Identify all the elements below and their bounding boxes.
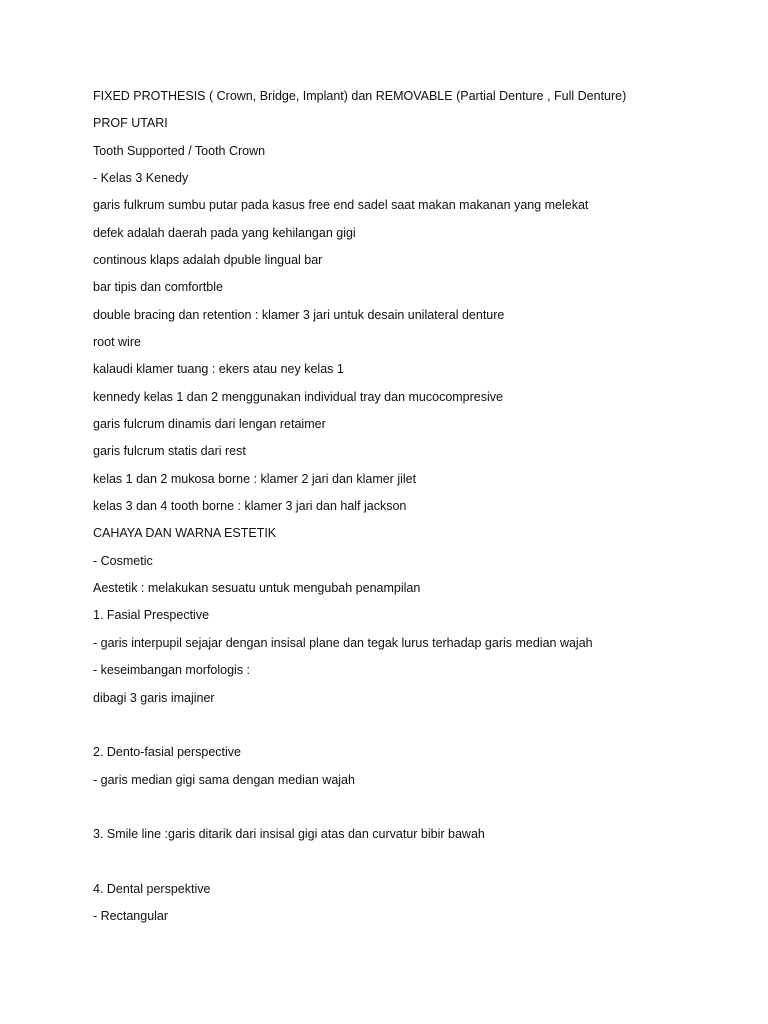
doc-line: bar tipis dan comfortble <box>93 280 223 294</box>
doc-line: 1. Fasial Prespective <box>93 608 210 622</box>
doc-line: - Kelas 3 Kenedy <box>93 171 189 185</box>
doc-line: garis fulcrum statis dari rest <box>93 444 246 458</box>
doc-line: Aestetik : melakukan sesuatu untuk mengubah penampilan <box>93 581 421 595</box>
doc-line: garis fulkrum sumbu putar pada kasus free end sadel saat makan makanan yang melekat <box>93 198 589 212</box>
doc-line: - keseimbangan morfologis : <box>93 663 251 677</box>
doc-line: kalaudi klamer tuang : ekers atau ney kelas 1 <box>93 362 344 376</box>
doc-line: kelas 1 dan 2 mukosa borne : klamer 2 jari dan klamer jilet <box>93 472 417 486</box>
doc-line: dibagi 3 garis imajiner <box>93 691 215 705</box>
doc-line: CAHAYA DAN WARNA ESTETIK <box>93 526 277 540</box>
doc-line: - garis median gigi sama dengan median wajah <box>93 773 355 787</box>
doc-line: kennedy kelas 1 dan 2 menggunakan individual tray dan mucocompresive <box>93 390 503 404</box>
doc-line: 4. Dental perspektive <box>93 882 211 896</box>
doc-line: 3. Smile line :garis ditarik dari insisal gigi atas dan curvatur bibir bawah <box>93 827 485 841</box>
doc-line: Tooth Supported / Tooth Crown <box>93 144 266 158</box>
doc-line: FIXED PROTHESIS ( Crown, Bridge, Implant) dan REMOVABLE (Partial Denture , Full Denture) <box>93 89 627 103</box>
doc-line: defek adalah daerah pada yang kehilangan gigi <box>93 226 356 240</box>
doc-line: double bracing dan retention : klamer 3 jari untuk desain unilateral denture <box>93 308 505 322</box>
doc-line: - Cosmetic <box>93 554 153 568</box>
doc-line: root wire <box>93 335 141 349</box>
doc-line: kelas 3 dan 4 tooth borne : klamer 3 jari dan half jackson <box>93 499 407 513</box>
doc-line: 2. Dento-fasial perspective <box>93 745 241 759</box>
doc-line: - Rectangular <box>93 909 169 923</box>
doc-line: continous klaps adalah dpuble lingual bar <box>93 253 323 267</box>
doc-line: - garis interpupil sejajar dengan insisal plane dan tegak lurus terhadap garis median wajah <box>93 636 593 650</box>
doc-line: garis fulcrum dinamis dari lengan retaimer <box>93 417 326 431</box>
doc-line: PROF UTARI <box>93 116 168 130</box>
